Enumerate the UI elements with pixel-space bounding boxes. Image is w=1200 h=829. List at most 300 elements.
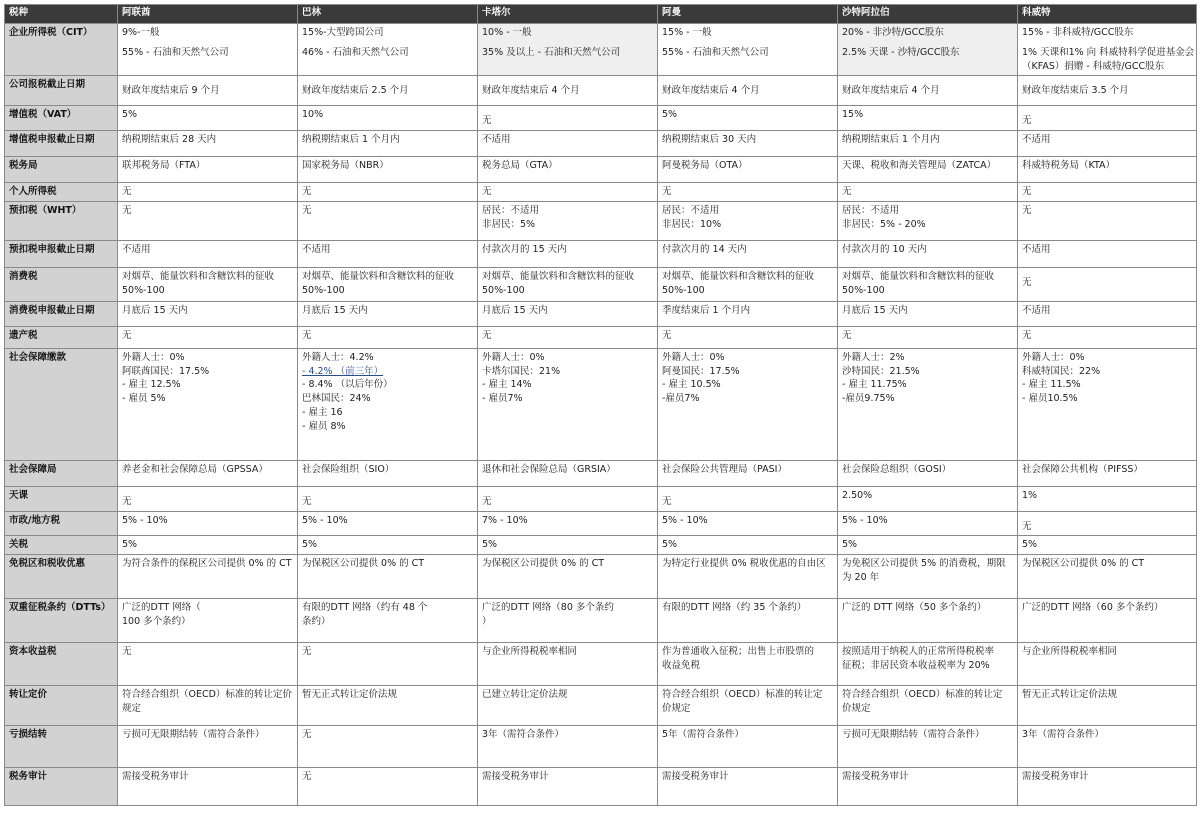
cell-line: 为保税区公司提供 0% 的 CT: [1022, 558, 1145, 570]
cell-uae: [118, 131, 298, 157]
cell-qatar: [478, 599, 658, 643]
table-row: [5, 726, 1197, 768]
cell-bahrain: [298, 267, 478, 301]
cell-saudi-arabia: [838, 240, 1018, 267]
cell-line: 35% 及以上 - 石油和天然气公司: [482, 46, 621, 58]
cell-uae: [118, 157, 298, 183]
row-label: 社会保障缴款: [5, 348, 118, 460]
cell-uae: [118, 201, 298, 240]
cell-line: 付款次月的 15 天内: [482, 243, 567, 255]
table-row: [5, 267, 1197, 301]
cell-line: 5% - 10%: [122, 514, 168, 526]
cell-saudi-arabia: [838, 301, 1018, 326]
cell-line: 财政年度结束后 3.5 个月: [1022, 85, 1129, 97]
table-row: [5, 106, 1197, 131]
cell-oman: [658, 643, 838, 686]
cell-line: 5%: [1022, 539, 1038, 551]
cell-line: 对烟草、能量饮料和含糖饮料的征收: [122, 270, 275, 282]
cell-saudi-arabia: [838, 643, 1018, 686]
cell-line: 10%: [302, 109, 324, 121]
cell-line: -雇员9.75%: [842, 393, 895, 405]
cell-line: 对烟草、能量饮料和含糖饮料的征收: [842, 270, 995, 282]
cell-line: 月底后 15 天内: [302, 304, 368, 316]
cell-qatar: [478, 131, 658, 157]
cell-kuwait: [1018, 131, 1197, 157]
cell-line: 5%: [122, 539, 138, 551]
cell-kuwait: [1018, 643, 1197, 686]
cell-kuwait: [1018, 768, 1197, 806]
cell-bahrain: [298, 76, 478, 106]
cell-line: 无: [842, 186, 852, 198]
cell-oman: [658, 24, 838, 76]
cell-line: 广泛的DTT 网络（: [122, 602, 201, 614]
col-header-kuwait: 科威特: [1018, 5, 1197, 24]
row-label: 消费税: [5, 267, 118, 301]
cell-kuwait: [1018, 599, 1197, 643]
cell-saudi-arabia: [838, 768, 1018, 806]
cell-line: 纳税期结束后 30 天内: [662, 134, 757, 146]
cell-saudi-arabia: [838, 486, 1018, 511]
cell-oman: [658, 511, 838, 536]
cell-line: 无: [662, 495, 672, 507]
row-label: 增值税（VAT）: [5, 106, 118, 131]
cell-line: 国家税务局（NBR）: [302, 160, 389, 172]
cell-line: 非居民：5%: [482, 218, 536, 230]
cell-line: 符合经合组织（OECD）标准的转让定: [662, 689, 823, 701]
cell-line: 广泛的DTT 网络（80 多个条约: [482, 602, 614, 614]
cell-line: - 雇主 11.5%: [1022, 379, 1081, 391]
table-row: [5, 240, 1197, 267]
cell-line: 居民：不适用: [482, 204, 540, 216]
cell-oman: [658, 599, 838, 643]
cell-line: 无: [122, 329, 132, 341]
cell-oman: [658, 460, 838, 486]
cell-line: 不适用: [1022, 243, 1051, 255]
cell-line: 收益免税: [662, 659, 701, 671]
cell-line: 2.50%: [842, 489, 873, 501]
cell-qatar: [478, 643, 658, 686]
cell-oman: [658, 301, 838, 326]
cell-bahrain: [298, 768, 478, 806]
cell-oman: [658, 131, 838, 157]
table-row: [5, 201, 1197, 240]
cell-saudi-arabia: [838, 183, 1018, 202]
cell-bahrain: [298, 511, 478, 536]
cell-qatar: [478, 555, 658, 599]
cell-kuwait: [1018, 460, 1197, 486]
cell-line: 财政年度结束后 2.5 个月: [302, 85, 409, 97]
cell-line: 不适用: [1022, 134, 1051, 146]
row-label: 预扣税申报截止日期: [5, 240, 118, 267]
cell-line: 3年（需符合条件）: [1022, 729, 1105, 741]
row-label: 个人所得税: [5, 183, 118, 202]
cell-qatar: [478, 536, 658, 555]
cell-line: 月底后 15 天内: [842, 304, 908, 316]
cell-line: 联邦税务局（FTA）: [122, 160, 206, 172]
cell-line: 暂无正式转让定价法规: [1022, 689, 1118, 701]
cell-line: 卡塔尔国民：21%: [482, 365, 561, 377]
cell-oman: [658, 486, 838, 511]
row-label: 社会保障局: [5, 460, 118, 486]
cell-uae: [118, 301, 298, 326]
cell-line: 价规定: [662, 702, 691, 714]
cell-saudi-arabia: [838, 536, 1018, 555]
row-label: 免税区和税收优惠: [5, 555, 118, 599]
cell-kuwait: [1018, 240, 1197, 267]
cell-saudi-arabia: [838, 726, 1018, 768]
cell-saudi-arabia: [838, 686, 1018, 726]
cell-line: 为保税区公司提供 0% 的 CT: [302, 558, 425, 570]
cell-line: 无: [842, 329, 852, 341]
cell-line: 无: [302, 204, 312, 216]
cell-line: 付款次月的 14 天内: [662, 243, 747, 255]
cell-line: 46% - 石油和天然气公司: [302, 46, 409, 58]
cell-line: 亏损可无限期结转（需符合条件）: [122, 729, 265, 741]
cell-line: 50%-100: [842, 284, 885, 296]
row-label: 关税: [5, 536, 118, 555]
cell-line: 50%-100: [482, 284, 525, 296]
cell-bahrain: [298, 486, 478, 511]
row-label: 税务局: [5, 157, 118, 183]
cell-line: 需接受税务审计: [122, 771, 189, 783]
cell-line: 无: [1022, 186, 1032, 198]
cell-line: - 4.2% （前三年）: [302, 365, 384, 377]
table-row: [5, 536, 1197, 555]
cell-line: 有限的DTT 网络（约有 48 个: [302, 602, 428, 614]
cell-kuwait: [1018, 157, 1197, 183]
cell-qatar: [478, 511, 658, 536]
cell-oman: [658, 267, 838, 301]
cell-saudi-arabia: [838, 157, 1018, 183]
row-label: 双重征税条约（DTTs）: [5, 599, 118, 643]
cell-line: 5年（需符合条件）: [662, 729, 745, 741]
cell-line: 无: [482, 186, 492, 198]
cell-saudi-arabia: [838, 511, 1018, 536]
cell-line: 需接受税务审计: [1022, 771, 1089, 783]
cell-line: 为保税区公司提供 0% 的 CT: [482, 558, 605, 570]
cell-line: 沙特国民：21.5%: [842, 365, 920, 377]
cell-line: 暂无正式转让定价法规: [302, 689, 398, 701]
cell-line: 有限的DTT 网络（约 35 个条约）: [662, 602, 807, 614]
cell-line: 符合经合组织（OECD）标准的转让定: [842, 689, 1003, 701]
cell-line: - 雇员 8%: [302, 420, 346, 432]
cell-bahrain: [298, 460, 478, 486]
cell-line: 2.5% 天课 - 沙特/GCC股东: [842, 46, 960, 58]
table-row: [5, 24, 1197, 76]
cell-line: 居民：不适用: [662, 204, 720, 216]
cell-saudi-arabia: [838, 267, 1018, 301]
cell-line: - 雇主 14%: [482, 379, 532, 391]
cell-oman: [658, 76, 838, 106]
table-row: [5, 686, 1197, 726]
cell-uae: [118, 643, 298, 686]
cell-qatar: [478, 183, 658, 202]
cell-line: 无: [1022, 329, 1032, 341]
cell-line: 5%: [302, 539, 318, 551]
cell-line: 15% - 一般: [662, 27, 712, 38]
cell-line: 无: [482, 495, 492, 507]
cell-line: 税务总局（GTA）: [482, 160, 558, 172]
table-row: [5, 301, 1197, 326]
cell-kuwait: [1018, 536, 1197, 555]
cell-saudi-arabia: [838, 201, 1018, 240]
cell-kuwait: [1018, 106, 1197, 131]
cell-oman: [658, 536, 838, 555]
row-label: 市政/地方税: [5, 511, 118, 536]
cell-line: 无: [122, 646, 132, 658]
cell-line: 100 多个条约）: [122, 615, 191, 627]
cell-line: （KFAS）捐赠 - 科威特/GCC股东: [1022, 60, 1165, 72]
cell-qatar: [478, 76, 658, 106]
cell-kuwait: [1018, 486, 1197, 511]
cell-line: 社会保障公共机构（PIFSS）: [1022, 463, 1143, 475]
cell-line: - 雇主 11.75%: [842, 379, 907, 391]
cell-line: 无: [1022, 520, 1032, 532]
table-row: [5, 183, 1197, 202]
cell-uae: [118, 240, 298, 267]
cell-oman: [658, 157, 838, 183]
col-header-oman: 阿曼: [658, 5, 838, 24]
cell-line: 付款次月的 10 天内: [842, 243, 927, 255]
cell-line: 不适用: [302, 243, 331, 255]
cell-line: 无: [482, 329, 492, 341]
cell-oman: [658, 686, 838, 726]
cell-line: 无: [122, 204, 132, 216]
cell-line: 外籍人士：0%: [482, 351, 545, 363]
cell-uae: [118, 76, 298, 106]
cell-line: 无: [1022, 204, 1032, 216]
tax-comparison-table: [4, 4, 1197, 806]
cell-bahrain: [298, 536, 478, 555]
cell-line: 需接受税务审计: [842, 771, 909, 783]
cell-line: 5%: [482, 539, 498, 551]
cell-saudi-arabia: [838, 106, 1018, 131]
table-row: [5, 768, 1197, 806]
cell-kuwait: [1018, 726, 1197, 768]
cell-line: 无: [122, 186, 132, 198]
cell-bahrain: [298, 726, 478, 768]
cell-uae: [118, 460, 298, 486]
cell-line: 5%: [662, 109, 678, 121]
cell-line: 广泛的DTT 网络（60 多个条约）: [1022, 602, 1164, 614]
cell-line: - 雇员10.5%: [1022, 393, 1078, 405]
cell-qatar: [478, 348, 658, 460]
cell-line: 外籍人士：0%: [1022, 351, 1085, 363]
cell-kuwait: [1018, 686, 1197, 726]
cell-line: 对烟草、能量饮料和含糖饮料的征收: [482, 270, 635, 282]
cell-line: 外籍人士：0%: [122, 351, 185, 363]
cell-line: 规定: [122, 702, 142, 714]
cell-line: - 雇主 16: [302, 406, 343, 418]
cell-oman: [658, 106, 838, 131]
table-row: [5, 76, 1197, 106]
cell-bahrain: [298, 201, 478, 240]
cell-saudi-arabia: [838, 599, 1018, 643]
cell-kuwait: [1018, 511, 1197, 536]
cell-oman: [658, 240, 838, 267]
cell-line: 月底后 15 天内: [482, 304, 548, 316]
cell-line: 对烟草、能量饮料和含糖饮料的征收: [662, 270, 815, 282]
cell-line: 5%: [662, 539, 678, 551]
col-header-qatar: 卡塔尔: [478, 5, 658, 24]
cell-line: 无: [302, 646, 312, 658]
cell-oman: [658, 768, 838, 806]
cell-bahrain: [298, 301, 478, 326]
cell-line: 社会保险组织（SIO）: [302, 463, 395, 475]
cell-line: 与企业所得税税率相同: [1022, 646, 1118, 658]
cell-line: 5%: [842, 539, 858, 551]
cell-kuwait: [1018, 76, 1197, 106]
cell-line: 非居民：5% - 20%: [842, 218, 926, 230]
cell-line: 15%: [842, 109, 864, 121]
cell-uae: [118, 486, 298, 511]
cell-kuwait: [1018, 555, 1197, 599]
cell-uae: [118, 24, 298, 76]
cell-line: - 雇主 12.5%: [122, 379, 181, 391]
cell-bahrain: [298, 686, 478, 726]
cell-line: -雇员7%: [662, 393, 700, 405]
cell-line: 1% 天课和1% 向 科威特科学促进基金会: [1022, 46, 1195, 58]
cell-oman: [658, 555, 838, 599]
cell-line: 5% - 10%: [842, 514, 888, 526]
table-row: [5, 460, 1197, 486]
cell-line: 10% - 一般: [482, 27, 532, 38]
cell-line: 居民：不适用: [842, 204, 900, 216]
cell-line: 非居民：10%: [662, 218, 722, 230]
cell-qatar: [478, 326, 658, 348]
cell-uae: [118, 348, 298, 460]
cell-line: 外籍人士：2%: [842, 351, 905, 363]
cell-kuwait: [1018, 301, 1197, 326]
cell-line: - 雇主 10.5%: [662, 379, 721, 391]
cell-saudi-arabia: [838, 555, 1018, 599]
cell-line: 1%: [1022, 489, 1038, 501]
cell-line: 无: [302, 329, 312, 341]
cell-line: 广泛的 DTT 网络（50 多个条约）: [842, 602, 987, 614]
cell-kuwait: [1018, 201, 1197, 240]
cell-saudi-arabia: [838, 76, 1018, 106]
cell-line: 为特定行业提供 0% 税收优惠的自由区: [662, 558, 826, 570]
cell-line: 退休和社会保险总局（GRSIA）: [482, 463, 616, 475]
cell-bahrain: [298, 348, 478, 460]
cell-line: 按照适用于纳税人的正常所得税税率: [842, 646, 995, 658]
cell-uae: [118, 599, 298, 643]
col-header-saudi-arabia: 沙特阿拉伯: [838, 5, 1018, 24]
cell-oman: [658, 183, 838, 202]
cell-saudi-arabia: [838, 326, 1018, 348]
cell-qatar: [478, 726, 658, 768]
col-header-tax-type: 税种: [5, 5, 118, 24]
cell-qatar: [478, 301, 658, 326]
cell-line: 5% - 10%: [662, 514, 708, 526]
cell-line: 50%-100: [662, 284, 705, 296]
cell-qatar: [478, 106, 658, 131]
cell-uae: [118, 511, 298, 536]
cell-line: - 8.4% （以后年份）: [302, 379, 393, 391]
cell-uae: [118, 183, 298, 202]
cell-line: 无: [1022, 115, 1032, 127]
row-label: 预扣税（WHT）: [5, 201, 118, 240]
cell-line: 对烟草、能量饮料和含糖饮料的征收: [302, 270, 455, 282]
cell-line: 需接受税务审计: [482, 771, 549, 783]
cell-line: 科威特国民：22%: [1022, 365, 1101, 377]
cell-qatar: [478, 768, 658, 806]
cell-line: 无: [302, 771, 312, 783]
table-row: [5, 486, 1197, 511]
cell-line: 财政年度结束后 4 个月: [842, 85, 940, 97]
cell-line: 财政年度结束后 4 个月: [482, 85, 580, 97]
cell-qatar: [478, 240, 658, 267]
cell-uae: [118, 686, 298, 726]
cell-qatar: [478, 486, 658, 511]
cell-oman: [658, 326, 838, 348]
cell-line: - 雇员7%: [482, 393, 523, 405]
cell-bahrain: [298, 643, 478, 686]
cell-line: 阿曼国民：17.5%: [662, 365, 740, 377]
row-label: 资本收益税: [5, 643, 118, 686]
cell-kuwait: [1018, 183, 1197, 202]
cell-oman: [658, 726, 838, 768]
cell-line: 需接受税务审计: [662, 771, 729, 783]
cell-line: 外籍人士：0%: [662, 351, 725, 363]
row-label: 企业所得税（CIT）: [5, 24, 118, 76]
cell-line: 社会保险公共管理局（PASI）: [662, 463, 787, 475]
table-row: [5, 643, 1197, 686]
row-label: 公司报税截止日期: [5, 76, 118, 106]
cell-bahrain: [298, 326, 478, 348]
cell-line: 无: [302, 186, 312, 198]
cell-oman: [658, 201, 838, 240]
cell-line: 55% - 石油和天然气公司: [662, 46, 769, 58]
cell-qatar: [478, 686, 658, 726]
cell-uae: [118, 106, 298, 131]
cell-line: 符合经合组织（OECD）标准的转让定价: [122, 689, 292, 701]
row-label: 增值税申报截止日期: [5, 131, 118, 157]
cell-line: 无: [122, 495, 132, 507]
cell-uae: [118, 536, 298, 555]
cell-line: 15%-大型跨国公司: [302, 27, 384, 38]
table-row: [5, 599, 1197, 643]
cell-line: 与企业所得税税率相同: [482, 646, 578, 658]
row-label: 消费税申报截止日期: [5, 301, 118, 326]
cell-line: 条约）: [302, 615, 331, 627]
table-row: [5, 157, 1197, 183]
cell-saudi-arabia: [838, 348, 1018, 460]
cell-bahrain: [298, 157, 478, 183]
cell-line: 季度结束后 1 个月内: [662, 304, 751, 316]
cell-saudi-arabia: [838, 460, 1018, 486]
cell-line: 科威特税务局（KTA）: [1022, 160, 1116, 172]
cell-line: 价规定: [842, 702, 871, 714]
table-row: [5, 326, 1197, 348]
table-row: [5, 555, 1197, 599]
cell-line: 纳税期结束后 1 个月内: [302, 134, 400, 146]
cell-line: 已建立转让定价法规: [482, 689, 568, 701]
cell-line: 无: [302, 495, 312, 507]
cell-line: ）: [482, 615, 492, 627]
cell-saudi-arabia: [838, 131, 1018, 157]
cell-line: 为 20 年: [842, 571, 880, 583]
cell-kuwait: [1018, 267, 1197, 301]
cell-uae: [118, 555, 298, 599]
cell-line: 征税；非居民资本收益税率为 20%: [842, 659, 990, 671]
cell-line: 无: [482, 115, 492, 127]
cell-qatar: [478, 460, 658, 486]
cell-line: 9%-一般: [122, 27, 160, 38]
cell-line: 55% - 石油和天然气公司: [122, 46, 229, 58]
cell-uae: [118, 326, 298, 348]
cell-bahrain: [298, 599, 478, 643]
